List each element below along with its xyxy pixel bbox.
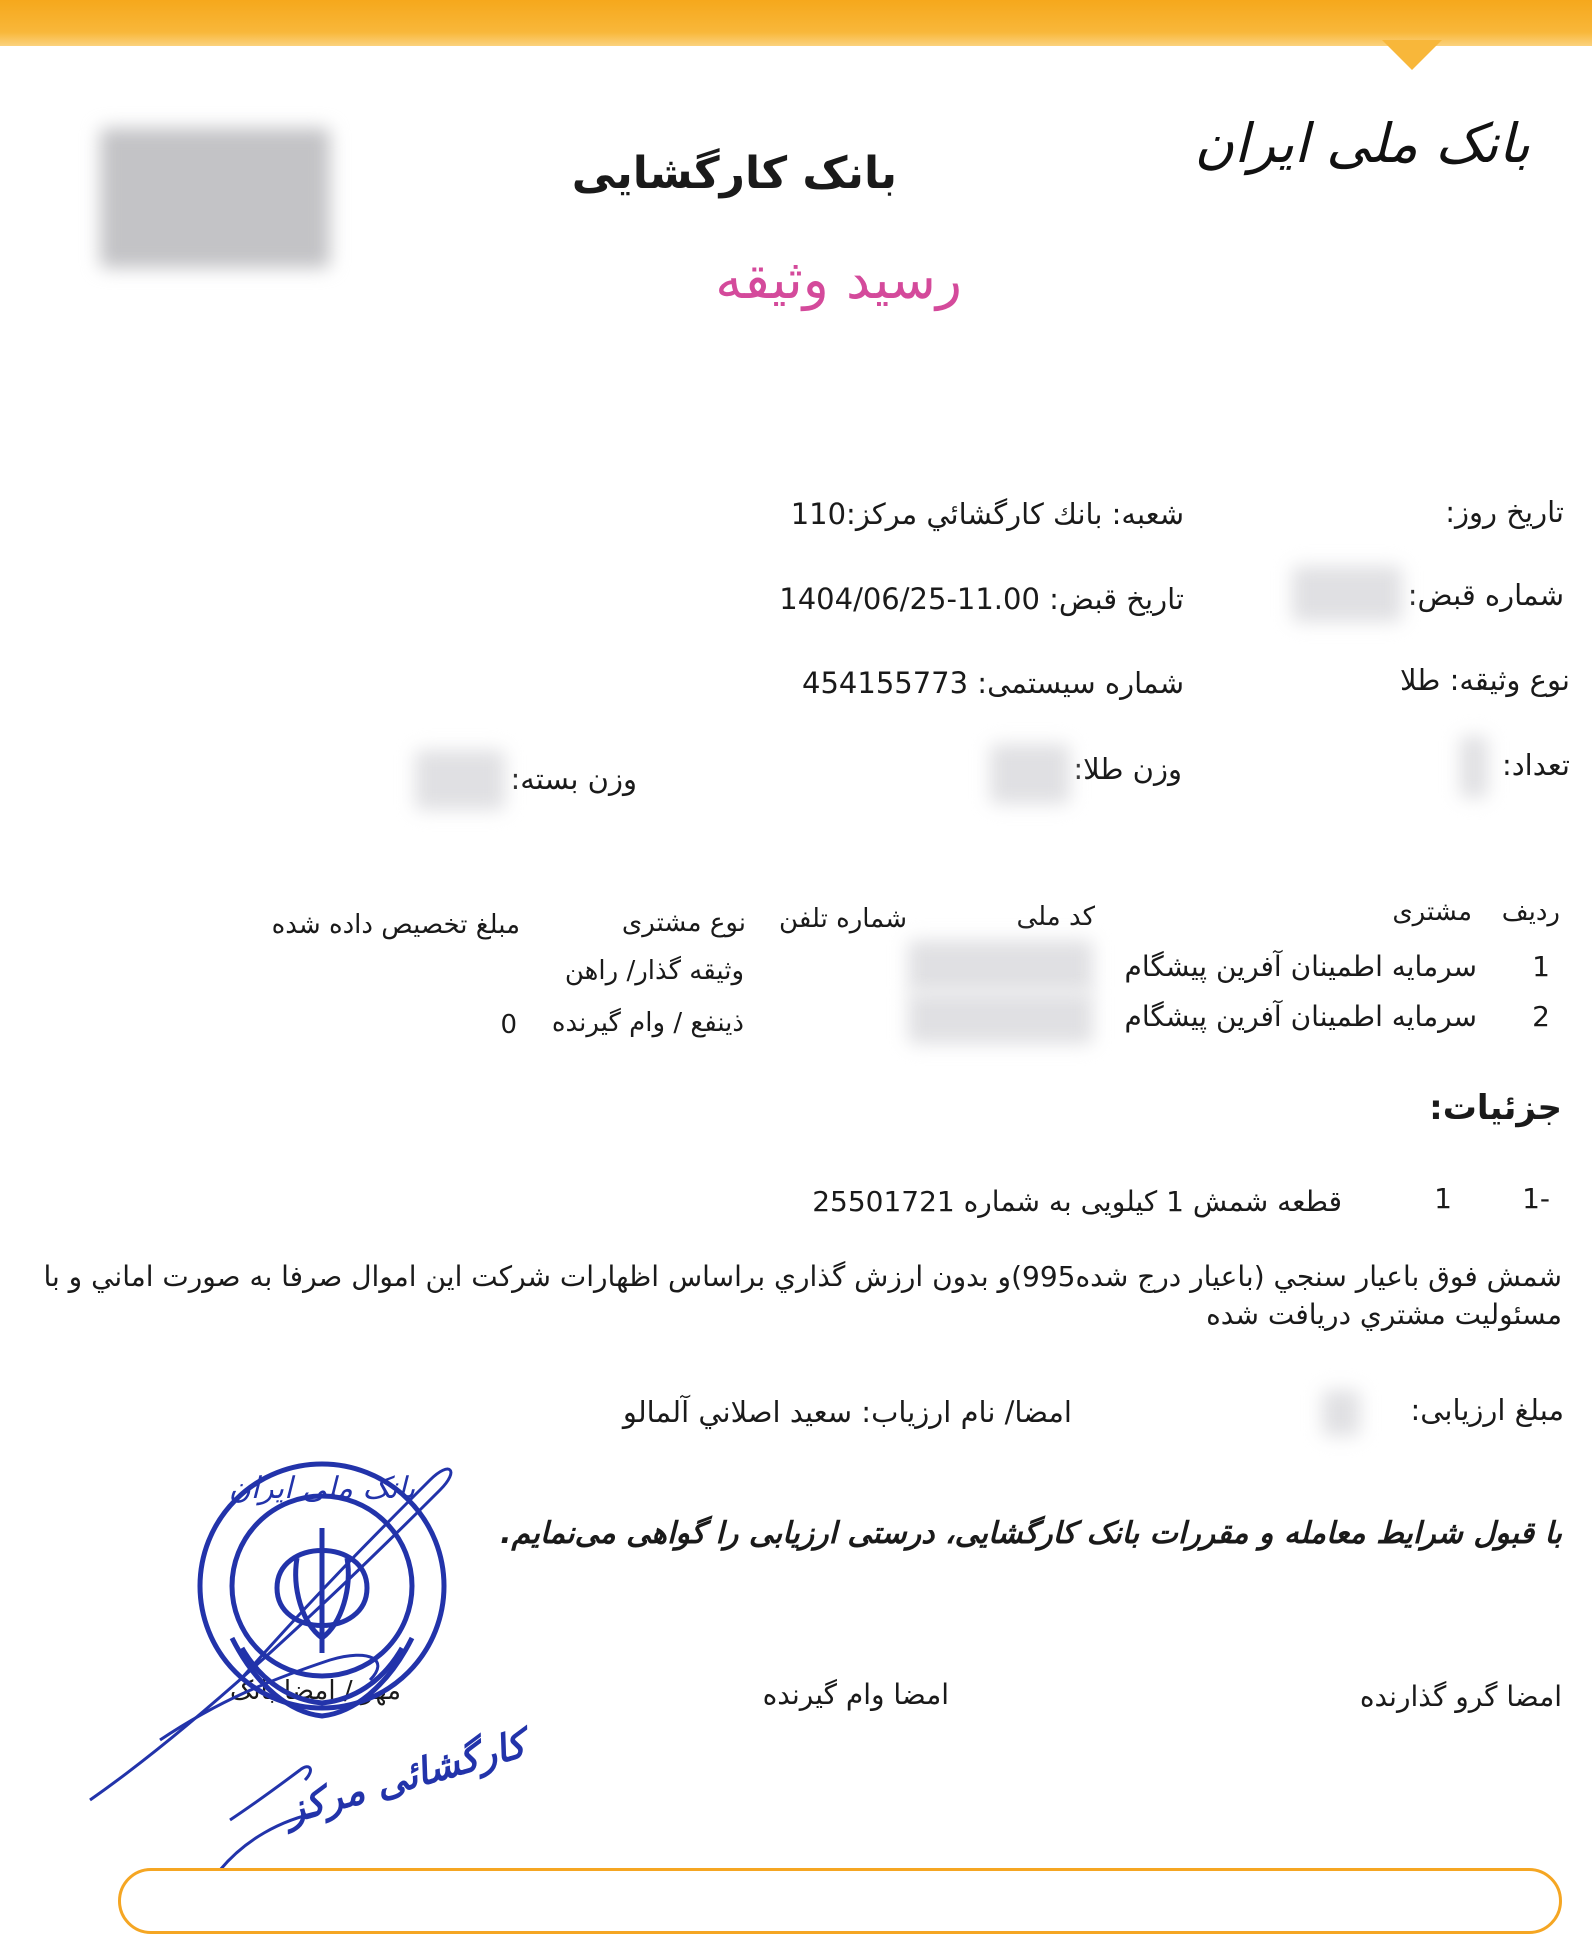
stamp-handwritten-text: کارگشائی مرکز: [280, 1721, 530, 1833]
redacted-appraisal-amount: [1322, 1390, 1360, 1436]
col-phone: شماره تلفن: [779, 904, 907, 934]
detail-paragraph: شمش فوق باعيار سنجي (باعيار درج شده995)و بدون ارزش گذاري براساس اظهارات شركت اين اموال صرفا به صورت اماني و با مسئوليت مشتري دريافت شده: [43, 1260, 1562, 1331]
redacted-count: [1460, 736, 1488, 798]
col-row: ردیف: [1501, 897, 1560, 927]
col-national-code: کد ملی: [1016, 902, 1095, 932]
col-allocated-amount: مبلغ تخصیص داده شده: [271, 910, 520, 940]
table-row-2-index: 2: [1532, 1000, 1550, 1033]
date-label: تاریخ روز:: [1445, 495, 1564, 529]
system-number-field: شماره سیستمی: 454155773: [802, 666, 1184, 700]
redacted-package-weight: [415, 750, 505, 810]
document-title: بانک کارگشایی: [571, 148, 897, 199]
detail-item-description: قطعه شمش 1 کیلویی به شماره 25501721: [812, 1185, 1342, 1218]
detail-item-index: -1: [1522, 1182, 1550, 1215]
redacted-logo: [100, 128, 330, 268]
receipt-type-stamp: رسید وثیقه: [715, 248, 962, 311]
receipt-number-label: شماره قبض:: [1407, 578, 1564, 612]
borrower-signature-label: امضا وام گیرنده: [762, 1678, 949, 1711]
package-weight-label: وزن بسته:: [510, 762, 637, 796]
redacted-gold-weight: [990, 744, 1070, 804]
bank-signature-label: مهر / امضا بانک: [230, 1676, 402, 1706]
count-label: تعداد:: [1501, 748, 1570, 782]
branch-field: شعبه: بانك كارگشائي مركز:110: [790, 497, 1184, 531]
col-customer: مشتری: [1392, 897, 1472, 927]
table-row-2-type: ذینفع / وام گیرنده: [551, 1008, 744, 1038]
table-row-1-name: سرمایه اطمینان آفرین پیشگام: [1124, 950, 1477, 983]
table-row-2-name: سرمایه اطمینان آفرین پیشگام: [1124, 1000, 1477, 1033]
redacted-receipt-number: [1292, 566, 1402, 622]
appraisal-amount-label: مبلغ ارزیابی:: [1410, 1393, 1564, 1427]
gold-weight-label: وزن طلا:: [1073, 752, 1182, 786]
collateral-type-field: نوع وثیقه: طلا: [1400, 663, 1570, 697]
table-row-1-index: 1: [1532, 950, 1550, 983]
details-title: جزئیات:: [1429, 1088, 1562, 1128]
stamp-ring-text: بانک ملی ایران: [228, 1471, 416, 1506]
redacted-row-1-national-code: [908, 940, 1093, 992]
table-row-1-type: وثیقه گذار/ راهن: [564, 956, 744, 986]
table-row-2-amount: 0: [500, 1010, 517, 1040]
redacted-row-2-national-code: [908, 992, 1093, 1044]
appraiser-name: امضا/ نام ارزیاب: سعید اصلاني آلمالو: [622, 1395, 1072, 1429]
bottom-orange-frame: [118, 1868, 1562, 1934]
receipt-date-field: تاریخ قبض: 11.00-1404/06/25: [779, 582, 1184, 616]
pledger-signature-label: امضا گرو گذارنده: [1359, 1680, 1562, 1713]
bank-melli-logo: بانک ملی ایران: [1194, 112, 1530, 175]
detail-item-qty: 1: [1434, 1182, 1452, 1215]
col-customer-type: نوع مشتری: [621, 908, 746, 938]
pledge-statement: با قبول شرایط معامله و مقررات بانک کارگشایی، درستی ارزیابی را گواهی می‌نمایم.: [500, 1516, 1562, 1551]
